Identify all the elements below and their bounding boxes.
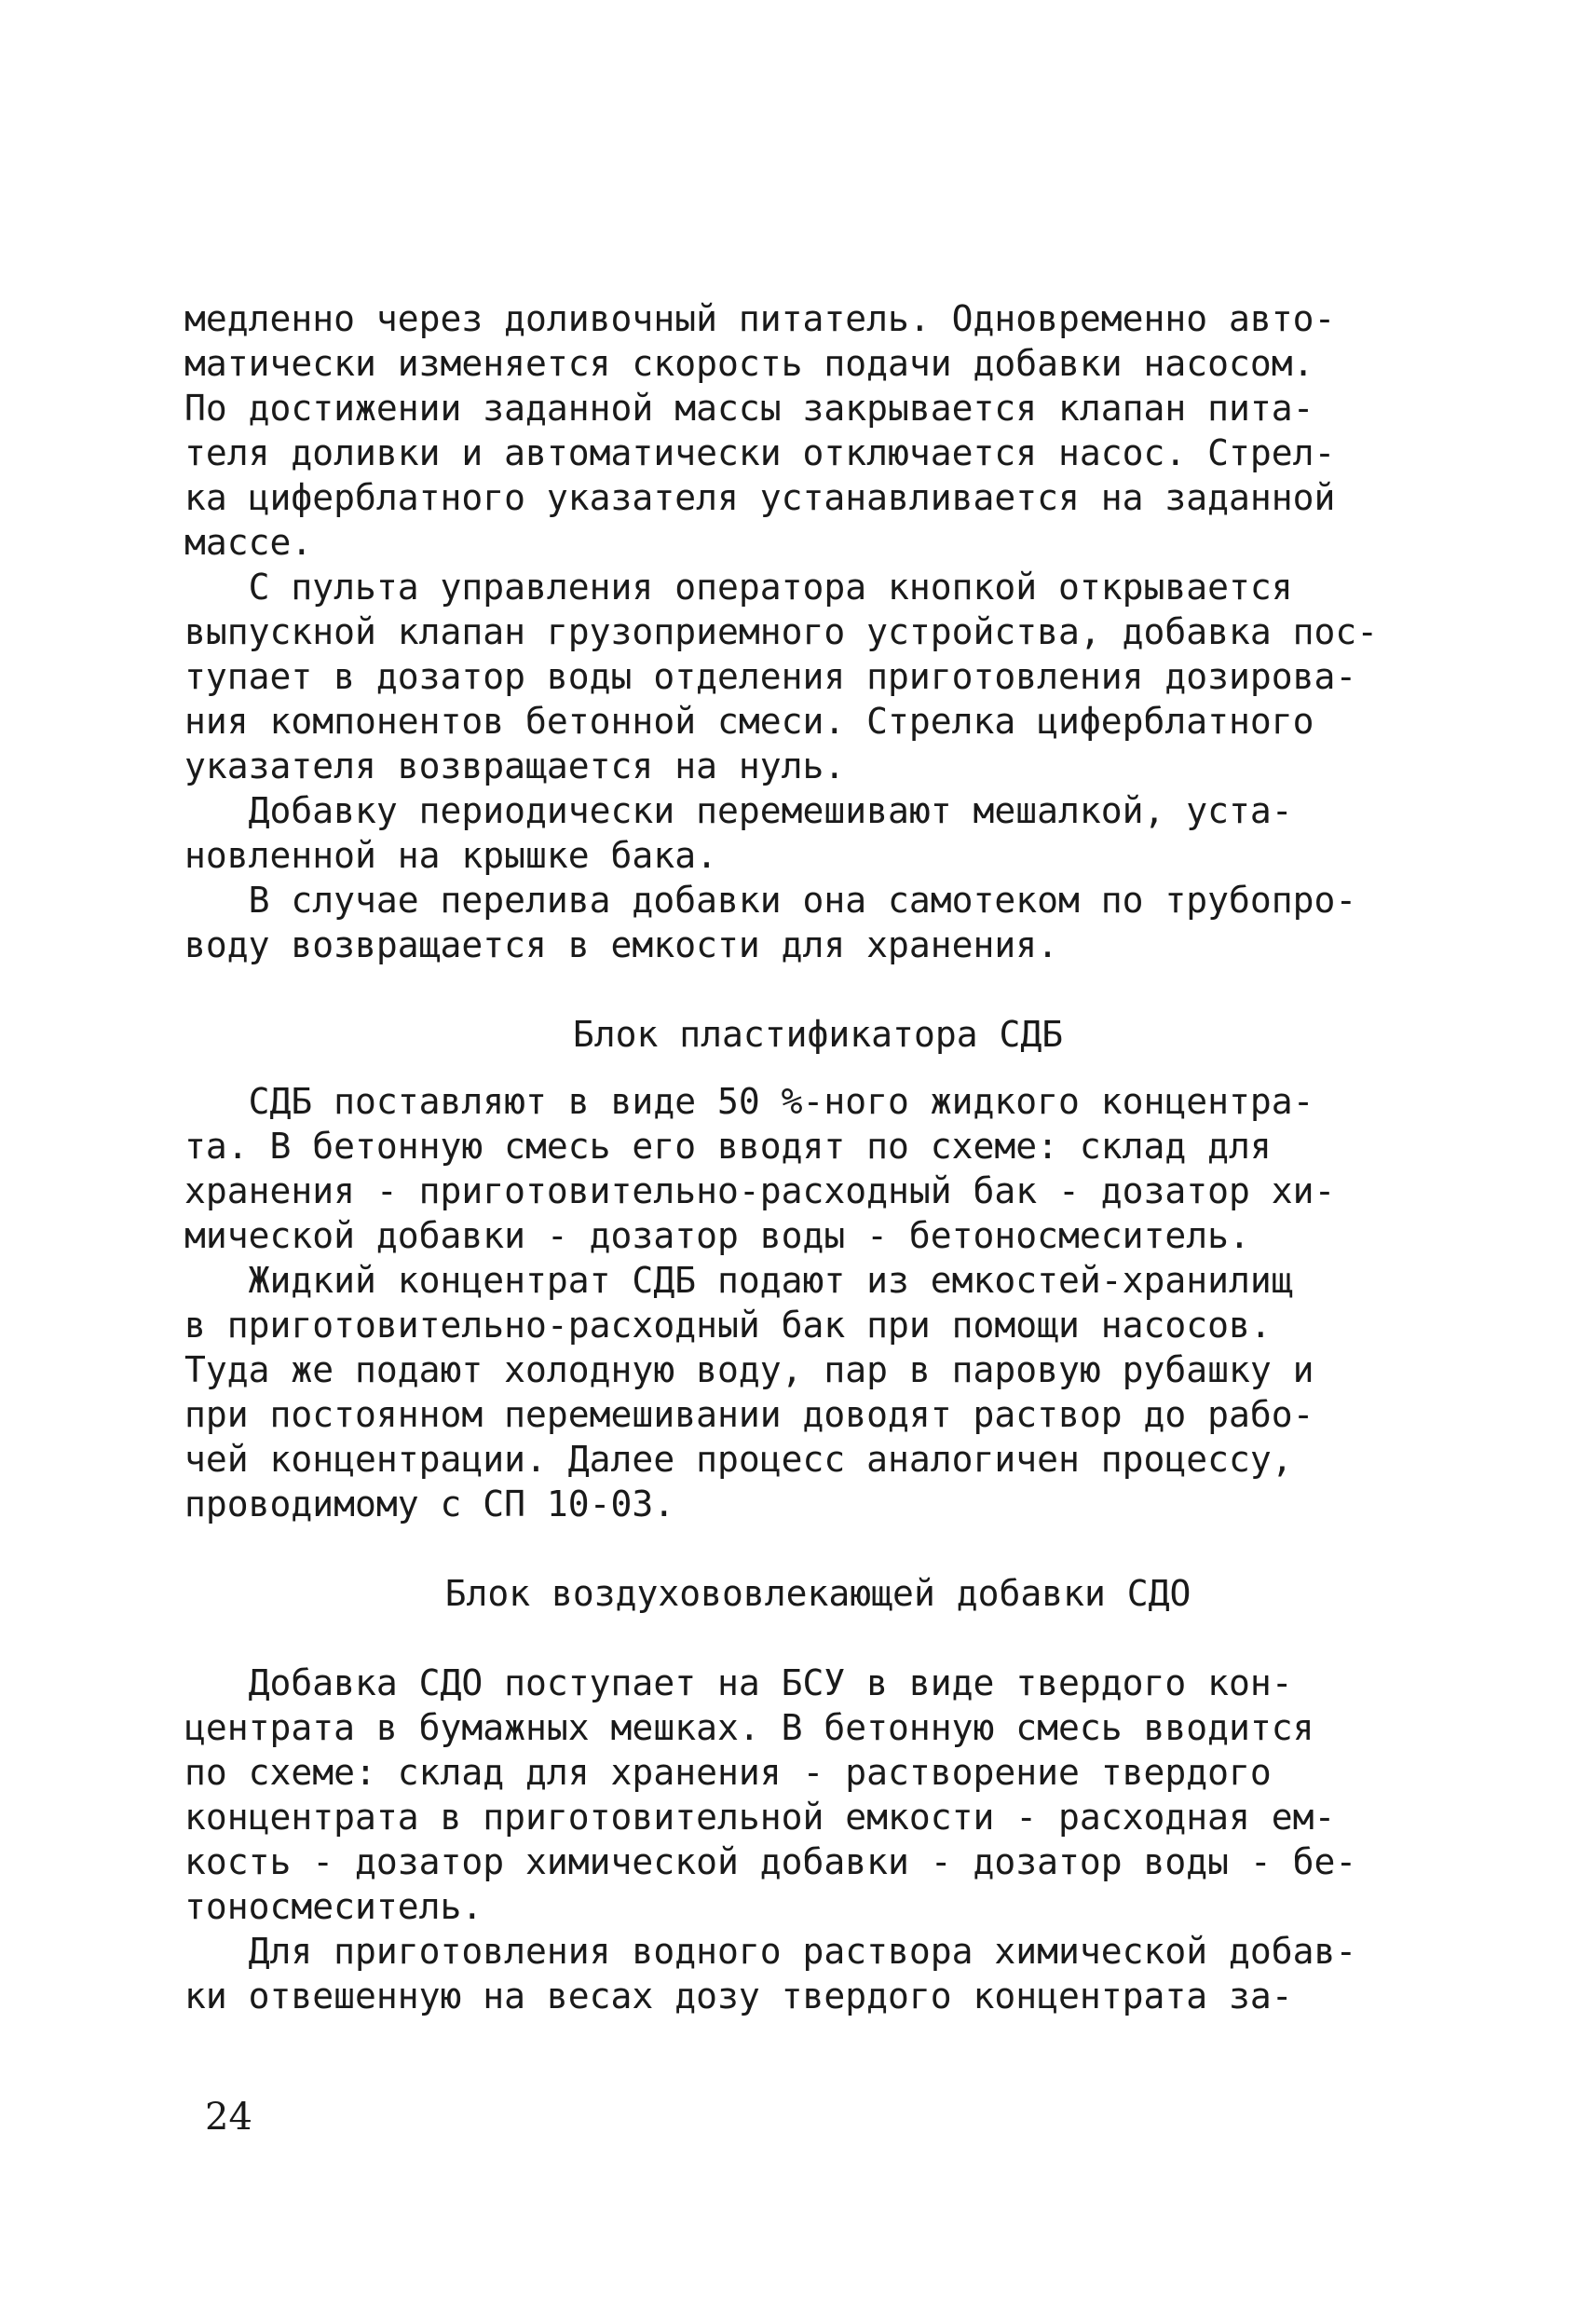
body-line: чей концентрации. Далее процесс аналогичен процессу, [184, 1439, 1293, 1480]
section-heading-sdb: Блок пластификатора СДБ [572, 1014, 1064, 1055]
body-line: мической добавки - дозатор воды - бетоносмеситель. [184, 1215, 1250, 1256]
body-line: Жидкий концентрат СДБ подают из емкостей-хранилищ [184, 1260, 1293, 1301]
body-line: хранения - приготовительно-расходный бак - дозатор хи- [184, 1170, 1336, 1211]
body-line: центрата в бумажных мешках. В бетонную смесь вводится [184, 1707, 1314, 1748]
body-line: теля доливки и автоматически отключается насос. Стрел- [184, 432, 1336, 473]
body-line: проводимому с СП 10-03. [184, 1483, 675, 1524]
body-line: Добавка СДО поступает на БСУ в виде твердого кон- [184, 1662, 1293, 1703]
body-line: концентрата в приготовительной емкости - расходная ем- [184, 1797, 1336, 1838]
body-line: по схеме: склад для хранения - растворение твердого [184, 1752, 1272, 1793]
body-line: воду возвращается в емкости для хранения. [184, 924, 1058, 965]
body-line: Добавку периодически перемешивают мешалкой, уста- [184, 790, 1293, 831]
section-heading-sdo: Блок воздухововлекающей добавки СДО [444, 1573, 1191, 1614]
body-line: в приготовительно-расходный бак при помощи насосов. [184, 1305, 1272, 1346]
body-line: С пульта управления оператора кнопкой открывается [184, 567, 1293, 608]
body-line: новленной на крышке бака. [184, 835, 717, 876]
spacer [184, 967, 1451, 1012]
body-line: кость - дозатор химической добавки - дозатор воды - бе- [184, 1841, 1357, 1882]
body-line: ки отвешенную на весах дозу твердого концентрата за- [184, 1975, 1293, 2016]
body-line: ка циферблатного указателя устанавливается на заданной [184, 477, 1336, 518]
body-line: та. В бетонную смесь его вводят по схеме: склад для [184, 1126, 1272, 1167]
body-line: ния компонентов бетонной смеси. Стрелка циферблатного [184, 701, 1314, 742]
text-column [184, 296, 1451, 2018]
body-line: В случае перелива добавки она самотеком по трубопро- [184, 880, 1357, 921]
body-line: медленно через доливочный питатель. Одновременно авто- [184, 298, 1336, 339]
spacer [184, 1616, 1451, 1661]
spacer [184, 1057, 1451, 1079]
body-line: тоносмеситель. [184, 1886, 483, 1927]
body-line: По достижении заданной массы закрывается клапан пита- [184, 388, 1314, 429]
body-line: СДБ поставляют в виде 50 %-ного жидкого концентра- [184, 1081, 1314, 1122]
spacer [184, 1526, 1451, 1571]
body-line: при постоянном перемешивании доводят раствор до рабо- [184, 1394, 1314, 1435]
body-line: тупает в дозатор воды отделения приготовления дозирова- [184, 656, 1357, 697]
body-line: Для приготовления водного раствора химической добав- [184, 1931, 1357, 1972]
body-line: матически изменяется скорость подачи добавки насосом. [184, 343, 1314, 384]
body-line: массе. [184, 522, 313, 563]
page-number: 24 [205, 2096, 252, 2139]
body-line: указателя возвращается на нуль. [184, 745, 846, 786]
body-line: выпускной клапан грузоприемного устройства, добавка пос- [184, 611, 1379, 652]
body-line: Туда же подают холодную воду, пар в паровую рубашку и [184, 1349, 1314, 1390]
